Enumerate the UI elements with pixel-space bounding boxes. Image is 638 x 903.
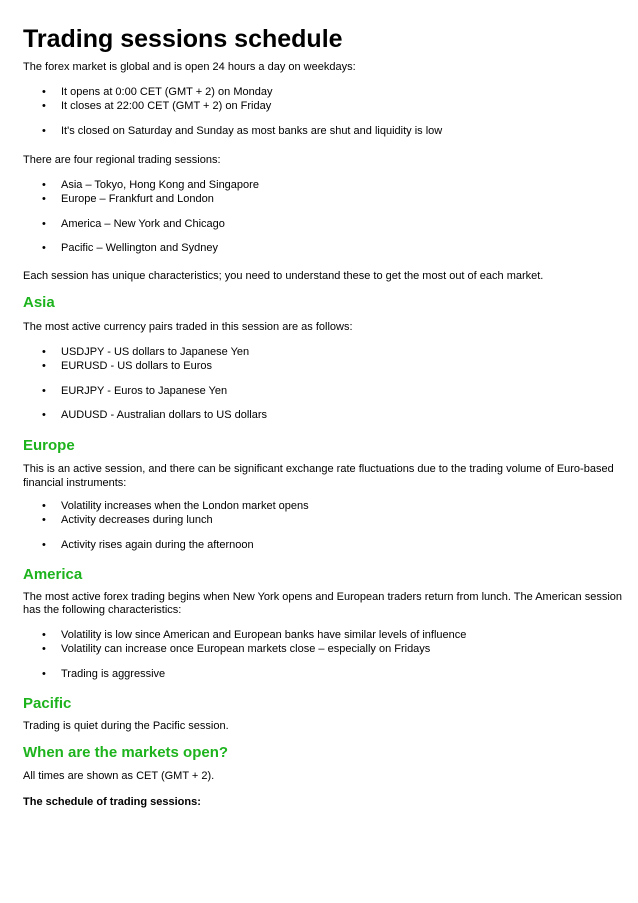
list-item-text: Trading is aggressive bbox=[61, 668, 166, 680]
schedule-label: The schedule of trading sessions: bbox=[23, 796, 201, 808]
list-item-hours-3 bbox=[42, 124, 443, 138]
list-item-text: America – New York and Chicago bbox=[61, 218, 225, 230]
bullet-icon: • bbox=[42, 409, 46, 421]
section-heading-america: America bbox=[23, 566, 83, 583]
list-item-text: Pacific – Wellington and Sydney bbox=[61, 242, 218, 254]
bullet-icon: • bbox=[42, 539, 46, 551]
bullet-icon: • bbox=[42, 218, 46, 230]
list-item-europe-2 bbox=[42, 513, 213, 527]
list-item-text: It opens at 0:00 CET (GMT + 2) on Monday bbox=[61, 86, 273, 98]
list-item-asia-2 bbox=[42, 359, 212, 373]
list-item-text: AUDUSD - Australian dollars to US dollars bbox=[61, 409, 268, 421]
list-item-session-america bbox=[42, 217, 225, 231]
bullet-icon: • bbox=[42, 179, 46, 191]
markets-open-text: All times are shown as CET (GMT + 2). bbox=[23, 770, 215, 782]
bullet-icon: • bbox=[42, 125, 46, 137]
america-text-line-2: has the following characteristics: bbox=[23, 604, 182, 616]
list-item-hours-2 bbox=[42, 99, 272, 113]
section-heading-europe: Europe bbox=[23, 437, 75, 454]
list-item-america-1 bbox=[42, 628, 467, 642]
list-item-text: It's closed on Saturday and Sunday as most banks are shut and liquidity is low bbox=[61, 125, 443, 137]
characteristics-text: Each session has unique characteristics; you need to understand these to get the most out of each market. bbox=[23, 270, 544, 282]
bullet-icon: • bbox=[42, 385, 46, 397]
page-title: Trading sessions schedule bbox=[23, 25, 343, 53]
list-item-hours-1 bbox=[42, 85, 273, 99]
sessions-intro-text: There are four regional trading sessions: bbox=[23, 154, 221, 166]
intro-text: The forex market is global and is open 24 hours a day on weekdays: bbox=[23, 61, 356, 73]
bullet-icon: • bbox=[42, 514, 46, 526]
bullet-icon: • bbox=[42, 242, 46, 254]
europe-text-line-2: financial instruments: bbox=[23, 477, 127, 489]
list-item-text: USDJPY - US dollars to Japanese Yen bbox=[61, 346, 250, 358]
bullet-icon: • bbox=[42, 360, 46, 372]
list-item-session-asia bbox=[42, 178, 259, 192]
list-item-session-pacific bbox=[42, 241, 218, 255]
bullet-icon: • bbox=[42, 86, 46, 98]
list-item-text: Europe – Frankfurt and London bbox=[61, 193, 214, 205]
list-item-asia-3 bbox=[42, 384, 228, 398]
bullet-icon: • bbox=[42, 500, 46, 512]
list-item-america-3 bbox=[42, 667, 166, 681]
list-item-america-2 bbox=[42, 642, 431, 656]
list-item-text: Volatility is low since American and European banks have similar levels of influence bbox=[61, 629, 467, 641]
bullet-icon: • bbox=[42, 346, 46, 358]
bullet-icon: • bbox=[42, 668, 46, 680]
list-item-text: EURUSD - US dollars to Euros bbox=[61, 360, 212, 372]
list-item-session-europe bbox=[42, 192, 214, 206]
section-heading-pacific: Pacific bbox=[23, 695, 72, 712]
list-item-text: Volatility can increase once European markets close – especially on Fridays bbox=[61, 643, 431, 655]
list-item-europe-1 bbox=[42, 499, 309, 513]
america-text-line-1: The most active forex trading begins when New York opens and European traders return from lunch. The American session bbox=[23, 591, 623, 603]
section-heading-asia: Asia bbox=[23, 294, 55, 311]
list-item-text: Activity decreases during lunch bbox=[61, 514, 213, 526]
bullet-icon: • bbox=[42, 643, 46, 655]
bullet-icon: • bbox=[42, 629, 46, 641]
list-item-asia-1 bbox=[42, 345, 250, 359]
list-item-text: Volatility increases when the London market opens bbox=[61, 500, 309, 512]
pacific-text: Trading is quiet during the Pacific session. bbox=[23, 720, 229, 732]
list-item-text: EURJPY - Euros to Japanese Yen bbox=[61, 385, 228, 397]
bullet-icon: • bbox=[42, 100, 46, 112]
list-item-text: Activity rises again during the afternoon bbox=[61, 539, 254, 551]
list-item-text: Asia – Tokyo, Hong Kong and Singapore bbox=[61, 179, 259, 191]
section-heading-markets-open: When are the markets open? bbox=[23, 744, 229, 761]
list-item-asia-4 bbox=[42, 408, 268, 422]
asia-text: The most active currency pairs traded in this session are as follows: bbox=[23, 321, 353, 333]
list-item-europe-3 bbox=[42, 538, 254, 552]
europe-text-line-1: This is an active session, and there can be significant exchange rate fluctuations due to the trading volume of Euro-based bbox=[23, 463, 614, 475]
bullet-icon: • bbox=[42, 193, 46, 205]
list-item-text: It closes at 22:00 CET (GMT + 2) on Friday bbox=[61, 100, 272, 112]
